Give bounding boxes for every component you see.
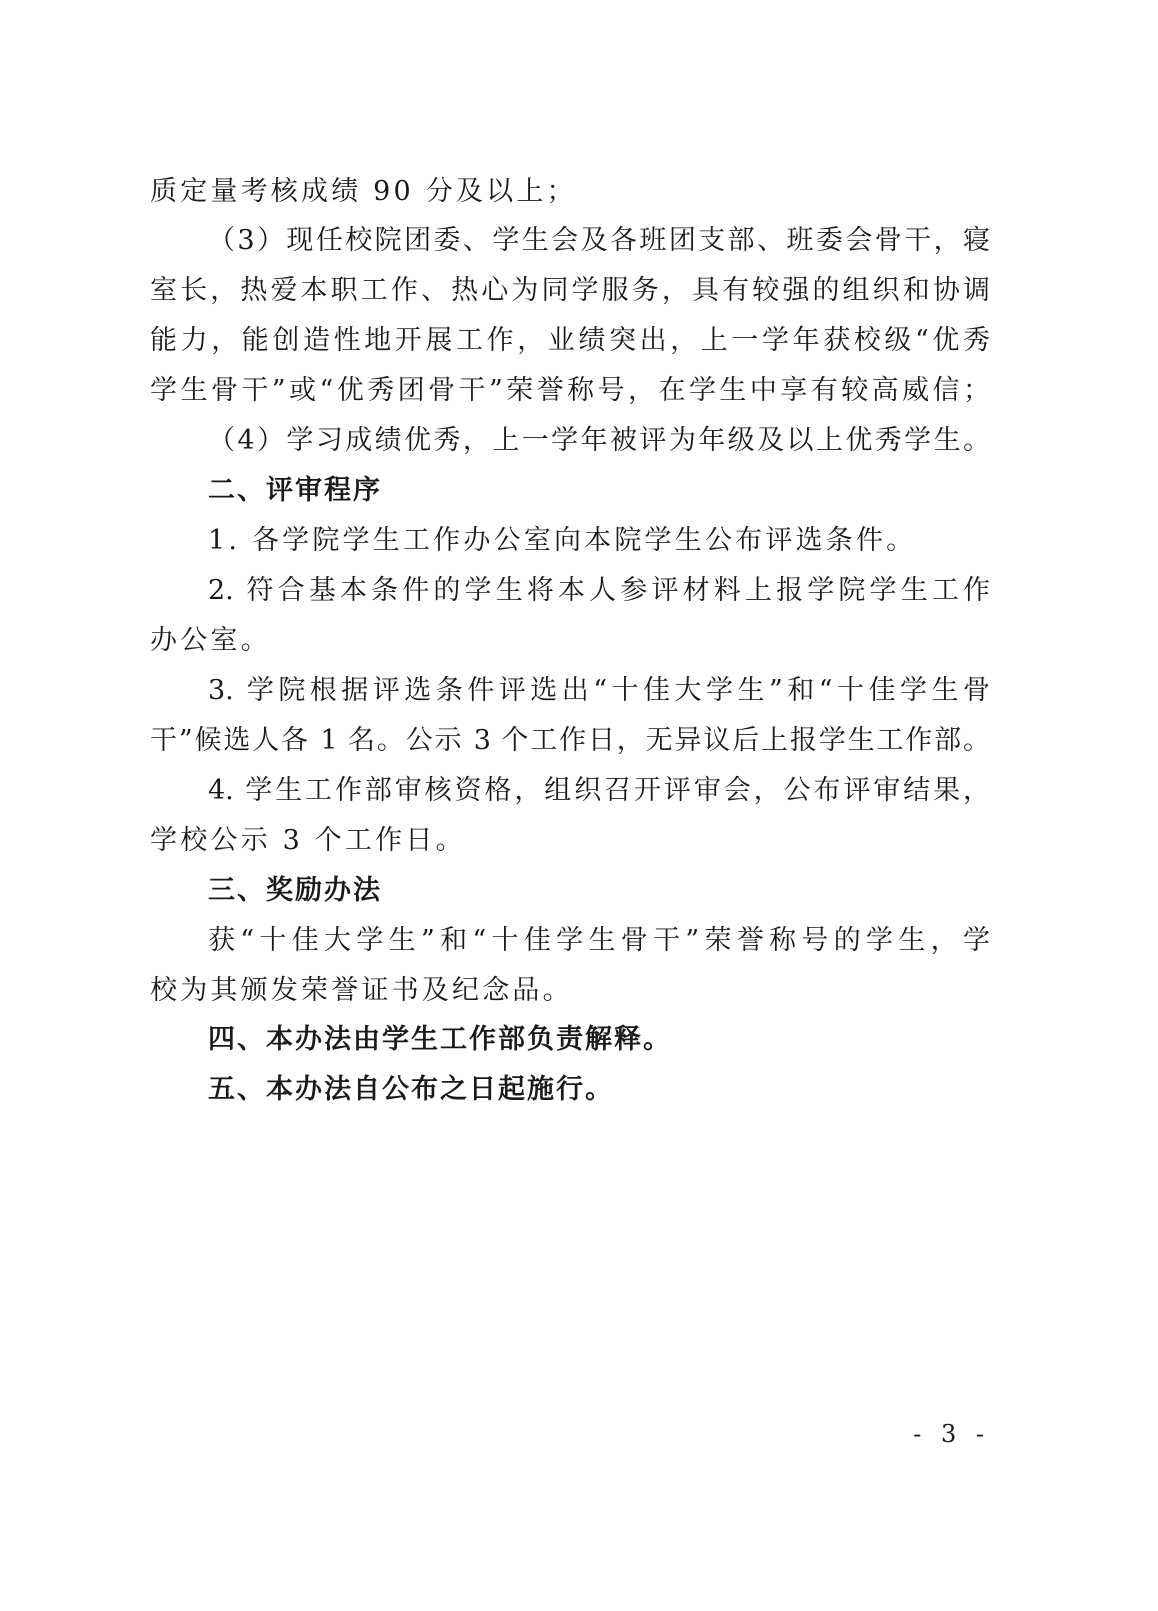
paragraph-line: 学校公示 3 个工作日。	[150, 825, 466, 856]
paragraph-line: 室长，热爱本职工作、热心为同学服务，具有较强的组织和协调	[150, 275, 990, 306]
page-number: - 3 -	[913, 1420, 990, 1448]
paragraph-line: 能力，能创造性地开展工作，业绩突出，上一学年获校级“优秀	[150, 325, 990, 356]
paragraph-line: 获“十佳大学生”和“十佳学生骨干”荣誉称号的学生，学	[208, 925, 990, 956]
section-heading: 五、本办法自公布之日起施行。	[208, 1074, 614, 1105]
paragraph-line: 1. 各学院学生工作办公室向本院学生公布评选条件。	[208, 525, 917, 556]
paragraph-line: 3. 学院根据评选条件评选出“十佳大学生”和“十佳学生骨	[208, 675, 990, 706]
paragraph-line: 办公室。	[150, 625, 271, 656]
paragraph-line: （4）学习成绩优秀，上一学年被评为年级及以上优秀学生。	[208, 425, 990, 456]
section-heading: 三、奖励办法	[208, 875, 382, 906]
paragraph-line: 学生骨干”或“优秀团骨干”荣誉称号，在学生中享有较高威信；	[150, 375, 990, 406]
paragraph-line: 校为其颁发荣誉证书及纪念品。	[150, 975, 573, 1006]
paragraph-line: 4. 学生工作部审核资格，组织召开评审会，公布评审结果，	[208, 775, 990, 806]
paragraph-line: 2. 符合基本条件的学生将本人参评材料上报学院学生工作	[208, 575, 990, 606]
paragraph-line: 质定量考核成绩 90 分及以上；	[150, 176, 577, 207]
section-heading: 四、本办法由学生工作部负责解释。	[208, 1024, 672, 1055]
paragraph-line: 干”候选人各 1 名。公示 3 个工作日，无异议后上报学生工作部。	[150, 725, 990, 756]
paragraph-line: （3）现任校院团委、学生会及各班团支部、班委会骨干，寝	[208, 225, 990, 256]
section-heading: 二、评审程序	[208, 475, 382, 506]
